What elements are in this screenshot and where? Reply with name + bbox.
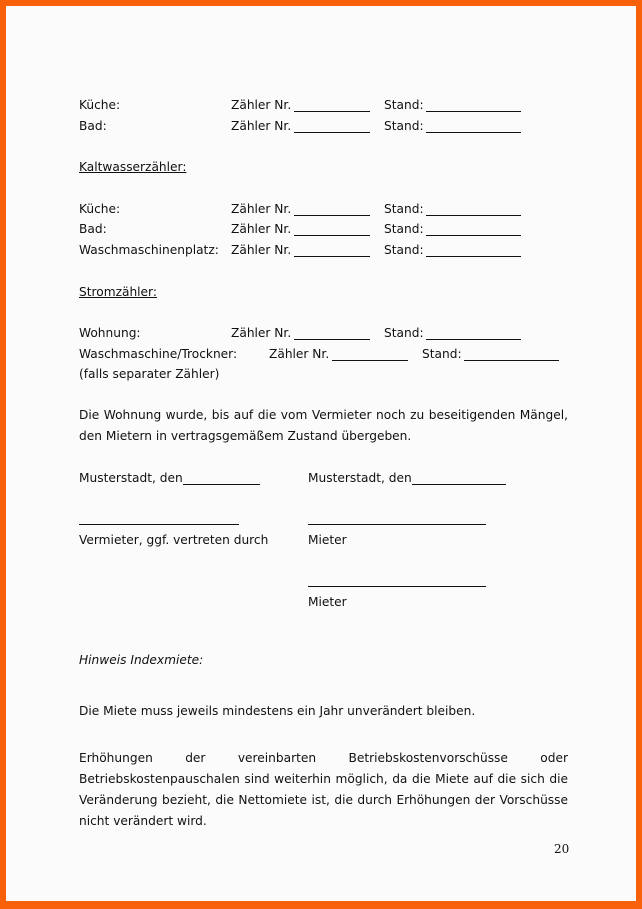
meter-number-label: Zähler Nr. <box>231 202 292 216</box>
reading-label: Stand: <box>384 326 424 340</box>
tenant-signature-line-2[interactable] <box>308 586 486 587</box>
reading-label: Stand: <box>422 347 462 361</box>
meter-number-label: Zähler Nr. <box>231 119 292 133</box>
reading-field[interactable] <box>426 204 521 216</box>
meter-number-label: Zähler Nr. <box>231 98 292 112</box>
meter-number-label: Zähler Nr. <box>269 347 330 361</box>
reading-field[interactable] <box>426 100 521 112</box>
reading-field[interactable] <box>426 224 521 236</box>
reading-field[interactable] <box>426 121 521 133</box>
meter-number-label: Zähler Nr. <box>231 222 292 236</box>
landlord-signature-line[interactable] <box>79 524 239 525</box>
reading-field[interactable] <box>426 328 521 340</box>
reading-label: Stand: <box>384 98 424 112</box>
room-label: Küche: <box>79 202 121 216</box>
room-label: Bad: <box>79 222 107 236</box>
tenant-signature-line-1[interactable] <box>308 524 486 525</box>
date-field[interactable] <box>183 473 260 485</box>
meter-number-field[interactable] <box>294 224 370 236</box>
electricity-heading: Stromzähler: <box>79 285 157 299</box>
meter-number-label: Zähler Nr. <box>231 326 292 340</box>
meter-number-field[interactable] <box>294 328 370 340</box>
meter-number-field[interactable] <box>332 349 408 361</box>
room-label: Küche: <box>79 98 121 112</box>
index-rent-paragraph-1: Die Miete muss jeweils mindestens ein Jahr unverändert bleiben. <box>79 704 476 718</box>
room-label: Waschmaschinenplatz: <box>79 243 219 257</box>
meter-number-field[interactable] <box>294 245 370 257</box>
place-date-label: Musterstadt, den <box>308 471 412 485</box>
reading-field[interactable] <box>464 349 559 361</box>
reading-field[interactable] <box>426 245 521 257</box>
document-page <box>6 6 636 901</box>
reading-label: Stand: <box>384 202 424 216</box>
tenant-label: Mieter <box>308 595 347 609</box>
meter-number-field[interactable] <box>294 204 370 216</box>
landlord-label: Vermieter, ggf. vertreten durch <box>79 533 269 547</box>
meter-number-field[interactable] <box>294 121 370 133</box>
reading-label: Stand: <box>384 222 424 236</box>
handover-statement: Die Wohnung wurde, bis auf die vom Vermieter noch zu beseitigenden Mängel, den Mietern in vertragsgemäßem Zustand übergeben. <box>79 408 568 443</box>
date-field[interactable] <box>412 473 506 485</box>
page-number: 20 <box>554 842 570 856</box>
reading-label: Stand: <box>384 243 424 257</box>
meter-number-label: Zähler Nr. <box>231 243 292 257</box>
index-rent-paragraph-2: Erhöhungen der vereinbarten Betriebskostenvorschüsse oder Betriebskostenpauschalen sind weiterhin möglich, da die Miete auf die sich die Veränderung bezieht, die Nettomiete ist, die durch Erhöhungen der Vorschüsse nicht verändert wird. <box>79 751 568 828</box>
tenant-label: Mieter <box>308 533 347 547</box>
reading-label: Stand: <box>384 119 424 133</box>
index-rent-heading: Hinweis Indexmiete: <box>79 653 204 667</box>
room-label: Bad: <box>79 119 107 133</box>
place-date-label: Musterstadt, den <box>79 471 183 485</box>
room-label: Waschmaschine/Trockner: <box>79 347 238 361</box>
cold-water-heading: Kaltwasserzähler: <box>79 160 187 174</box>
room-label: Wohnung: <box>79 326 141 340</box>
meter-number-field[interactable] <box>294 100 370 112</box>
separate-meter-note: (falls separater Zähler) <box>79 367 220 381</box>
